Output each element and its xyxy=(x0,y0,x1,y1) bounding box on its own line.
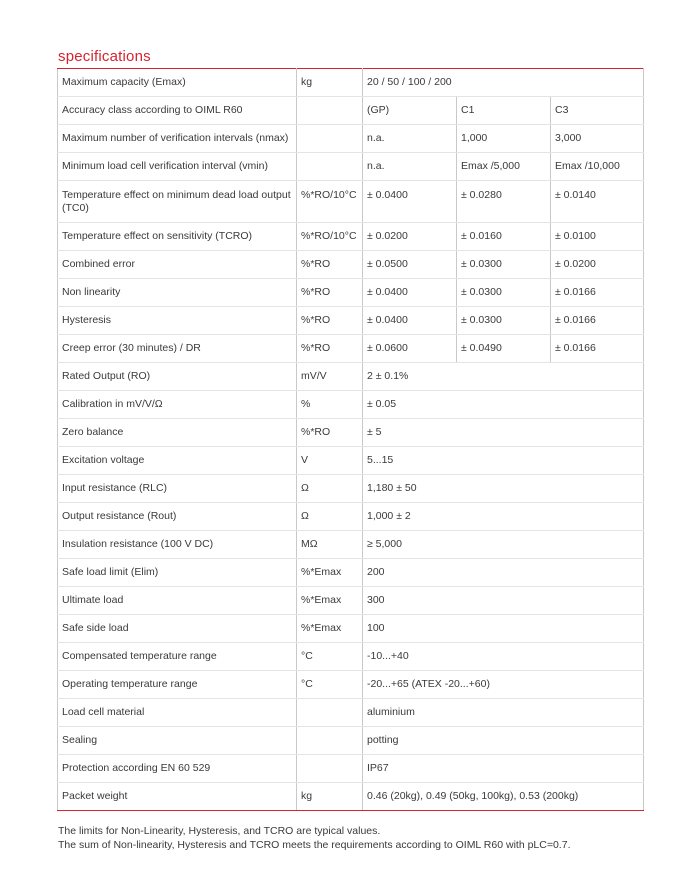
unit-cell: %*RO xyxy=(297,251,363,279)
value-cell-c3: Emax /10,000 xyxy=(551,153,644,181)
parameter-cell: Combined error xyxy=(58,251,297,279)
value-cell-c3: ± 0.0100 xyxy=(551,223,644,251)
value-cell: 5...15 xyxy=(363,447,644,475)
table-row xyxy=(58,671,644,699)
value-cell: 200 xyxy=(363,559,644,587)
value-cell-c3: ± 0.0166 xyxy=(551,335,644,363)
parameter-cell: Safe load limit (Elim) xyxy=(58,559,297,587)
unit-cell xyxy=(297,727,363,755)
parameter-cell: Calibration in mV/V/Ω xyxy=(58,391,297,419)
unit-cell: Ω xyxy=(297,503,363,531)
parameter-cell: Temperature effect on minimum dead load output (TC0) xyxy=(58,181,297,223)
unit-cell: %*Emax xyxy=(297,615,363,643)
table-row xyxy=(58,503,644,531)
unit-cell: % xyxy=(297,391,363,419)
table-row xyxy=(58,125,644,153)
value-cell: ± 5 xyxy=(363,419,644,447)
value-cell-c3: ± 0.0166 xyxy=(551,279,644,307)
value-cell-c1: ± 0.0300 xyxy=(457,251,551,279)
value-cell-gp: (GP) xyxy=(363,97,457,125)
unit-cell: mV/V xyxy=(297,363,363,391)
value-cell: 20 / 50 / 100 / 200 xyxy=(363,69,644,97)
parameter-cell: Temperature effect on sensitivity (TCRO) xyxy=(58,223,297,251)
value-cell-c1: ± 0.0490 xyxy=(457,335,551,363)
unit-cell xyxy=(297,125,363,153)
table-row xyxy=(58,419,644,447)
table-row xyxy=(58,447,644,475)
unit-cell: %*RO xyxy=(297,279,363,307)
section-title: specifications xyxy=(58,48,151,65)
value-cell: IP67 xyxy=(363,755,644,783)
value-cell-c3: ± 0.0200 xyxy=(551,251,644,279)
value-cell-gp: ± 0.0400 xyxy=(363,181,457,223)
value-cell-gp: ± 0.0600 xyxy=(363,335,457,363)
value-cell-c1: ± 0.0300 xyxy=(457,307,551,335)
value-cell: -20...+65 (ATEX -20...+60) xyxy=(363,671,644,699)
value-cell: 100 xyxy=(363,615,644,643)
value-cell-c1: ± 0.0280 xyxy=(457,181,551,223)
value-cell: 0.46 (20kg), 0.49 (50kg, 100kg), 0.53 (200kg) xyxy=(363,783,644,811)
parameter-cell: Compensated temperature range xyxy=(58,643,297,671)
parameter-cell: Output resistance (Rout) xyxy=(58,503,297,531)
unit-cell: °C xyxy=(297,671,363,699)
parameter-cell: Insulation resistance (100 V DC) xyxy=(58,531,297,559)
value-cell: 300 xyxy=(363,587,644,615)
unit-cell xyxy=(297,153,363,181)
unit-cell: %*RO/10°C xyxy=(297,223,363,251)
parameter-cell: Safe side load xyxy=(58,615,297,643)
unit-cell xyxy=(297,699,363,727)
table-row xyxy=(58,531,644,559)
unit-cell: %*RO xyxy=(297,419,363,447)
value-cell-c3: ± 0.0140 xyxy=(551,181,644,223)
value-cell-c3: 3,000 xyxy=(551,125,644,153)
unit-cell: %*Emax xyxy=(297,559,363,587)
table-row xyxy=(58,755,644,783)
table-row xyxy=(58,587,644,615)
table-row xyxy=(58,643,644,671)
parameter-cell: Operating temperature range xyxy=(58,671,297,699)
footnotes xyxy=(58,824,570,852)
unit-cell: %*RO xyxy=(297,307,363,335)
unit-cell: %*RO/10°C xyxy=(297,181,363,223)
parameter-cell: Packet weight xyxy=(58,783,297,811)
parameter-cell: Non linearity xyxy=(58,279,297,307)
parameter-cell: Maximum number of verification intervals (nmax) xyxy=(58,125,297,153)
value-cell-gp: n.a. xyxy=(363,153,457,181)
table-row xyxy=(58,307,644,335)
table-row xyxy=(58,279,644,307)
table-row xyxy=(58,181,644,223)
unit-cell: %*RO xyxy=(297,335,363,363)
value-cell: potting xyxy=(363,727,644,755)
parameter-cell: Rated Output (RO) xyxy=(58,363,297,391)
table-row xyxy=(58,699,644,727)
value-cell: 2 ± 0.1% xyxy=(363,363,644,391)
value-cell: aluminium xyxy=(363,699,644,727)
parameter-cell: Excitation voltage xyxy=(58,447,297,475)
value-cell: 1,000 ± 2 xyxy=(363,503,644,531)
table-row xyxy=(58,363,644,391)
value-cell-gp: ± 0.0400 xyxy=(363,307,457,335)
unit-cell: kg xyxy=(297,783,363,811)
table-row xyxy=(58,615,644,643)
table-row xyxy=(58,783,644,811)
table-row xyxy=(58,251,644,279)
value-cell: ± 0.05 xyxy=(363,391,644,419)
parameter-cell: Sealing xyxy=(58,727,297,755)
unit-cell: °C xyxy=(297,643,363,671)
parameter-cell: Load cell material xyxy=(58,699,297,727)
table-row xyxy=(58,69,644,97)
value-cell: -10...+40 xyxy=(363,643,644,671)
parameter-cell: Minimum load cell verification interval (vmin) xyxy=(58,153,297,181)
table-row xyxy=(58,559,644,587)
value-cell-c3: C3 xyxy=(551,97,644,125)
value-cell-c1: ± 0.0160 xyxy=(457,223,551,251)
parameter-cell: Protection according EN 60 529 xyxy=(58,755,297,783)
value-cell-c1: C1 xyxy=(457,97,551,125)
table-row xyxy=(58,223,644,251)
specifications-table xyxy=(57,68,644,811)
value-cell-gp: n.a. xyxy=(363,125,457,153)
value-cell-c1: ± 0.0300 xyxy=(457,279,551,307)
value-cell: ≥ 5,000 xyxy=(363,531,644,559)
unit-cell: %*Emax xyxy=(297,587,363,615)
unit-cell: V xyxy=(297,447,363,475)
parameter-cell: Accuracy class according to OIML R60 xyxy=(58,97,297,125)
parameter-cell: Hysteresis xyxy=(58,307,297,335)
unit-cell: MΩ xyxy=(297,531,363,559)
table-row xyxy=(58,335,644,363)
value-cell-c1: 1,000 xyxy=(457,125,551,153)
table-row xyxy=(58,97,644,125)
parameter-cell: Ultimate load xyxy=(58,587,297,615)
footnote: The limits for Non-Linearity, Hysteresis, and TCRO are typical values. xyxy=(58,825,381,837)
unit-cell xyxy=(297,755,363,783)
value-cell-gp: ± 0.0400 xyxy=(363,279,457,307)
parameter-cell: Maximum capacity (Emax) xyxy=(58,69,297,97)
table-row xyxy=(58,153,644,181)
parameter-cell: Input resistance (RLC) xyxy=(58,475,297,503)
table-row xyxy=(58,391,644,419)
table-row xyxy=(58,475,644,503)
table-row xyxy=(58,727,644,755)
unit-cell xyxy=(297,97,363,125)
value-cell: 1,180 ± 50 xyxy=(363,475,644,503)
parameter-cell: Creep error (30 minutes) / DR xyxy=(58,335,297,363)
value-cell-gp: ± 0.0500 xyxy=(363,251,457,279)
unit-cell: kg xyxy=(297,69,363,97)
parameter-cell: Zero balance xyxy=(58,419,297,447)
value-cell-c3: ± 0.0166 xyxy=(551,307,644,335)
footnote: The sum of Non-linearity, Hysteresis and TCRO meets the requirements according to OIML R60 with pLC=0.7. xyxy=(58,839,571,851)
value-cell-gp: ± 0.0200 xyxy=(363,223,457,251)
unit-cell: Ω xyxy=(297,475,363,503)
value-cell-c1: Emax /5,000 xyxy=(457,153,551,181)
